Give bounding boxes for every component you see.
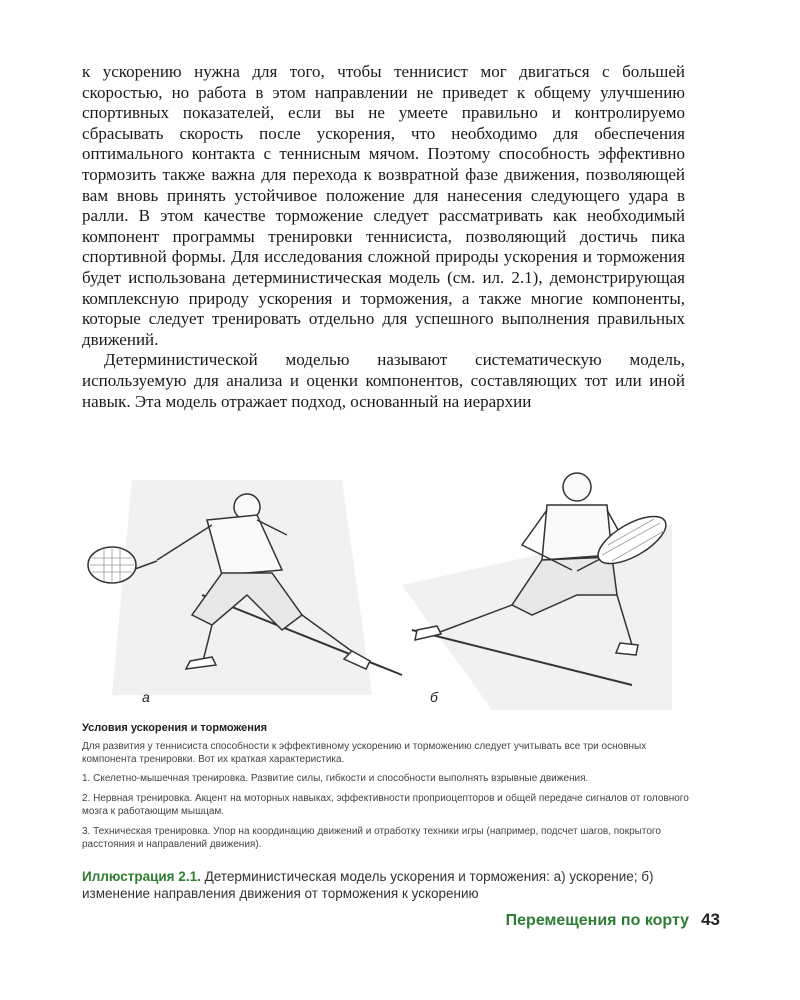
section-title: Перемещения по корту	[505, 912, 690, 929]
figure-label-a: а	[142, 689, 150, 705]
page-footer	[440, 910, 720, 930]
body-text	[82, 62, 685, 412]
info-box	[82, 722, 692, 858]
info-box-item: 3. Техническая тренировка. Упор на координацию движений и отработку техники игры (например, подсчет шагов, покрытого расстояния и направлений движения).	[82, 826, 661, 850]
info-box-title: Условия ускорения и торможения	[82, 722, 268, 734]
figure-drawing	[72, 465, 692, 713]
info-box-intro: Для развития у теннисиста способности к эффективному ускорению и торможению следует учитывать все три основных компонента тренировки. Вот их краткая характеристика.	[82, 741, 647, 765]
page-number: 43	[701, 910, 720, 929]
figure-caption	[82, 868, 692, 902]
body-paragraph-1: к ускорению нужна для того, чтобы теннисист мог двигаться с большей скоростью, но работа в этом направлении не приведет к общему улучшению спортивных показателей, если вы не умеете правильно и контролируемо сбрасывать скорость после ускорения, что необходимо для обеспечения оптимального контакта с теннисным мячом. Поэтому способность эффективно тормозить также важна для перехода к возвратной фазе движения, позволяющей вам вновь принять устойчивое положение для нанесения следующего удара в ралли. В этом качестве торможение следует рассматривать как необходимый компонент программы тренировки теннисиста, позволяющий достичь пика спортивной формы. Для исследования сложной природы ускорения и торможения будет использована детерминистическая модель (см. ил. 2.1), демонстрирующая комплексную природу ускорения и торможения, а также многие компоненты, которые следует тренировать отдельно для успешного выполнения правильных движений.	[82, 62, 685, 349]
body-paragraph-2: Детерминистической моделью называют систематическую модель, используемую для анализа и оценки компонентов, составляющих тот или иной навык. Эта модель отражает подход, основанный на иерархии	[82, 350, 685, 411]
figure-illustration	[72, 465, 692, 713]
info-box-item: 2. Нервная тренировка. Акцент на моторных навыках, эффективности проприоцепторов и общей передаче сигналов от головного мозга к работающим мышцам.	[82, 793, 689, 817]
figure-label-b: б	[430, 689, 438, 705]
caption-label: Иллюстрация 2.1.	[82, 869, 201, 884]
info-box-item: 1. Скелетно-мышечная тренировка. Развитие силы, гибкости и способности выполнять взрывные движения.	[82, 773, 589, 784]
caption-text: Детерминистическая модель ускорения и торможения: а) ускорение; б) изменение направления движения от торможения к ускорению	[82, 869, 654, 901]
